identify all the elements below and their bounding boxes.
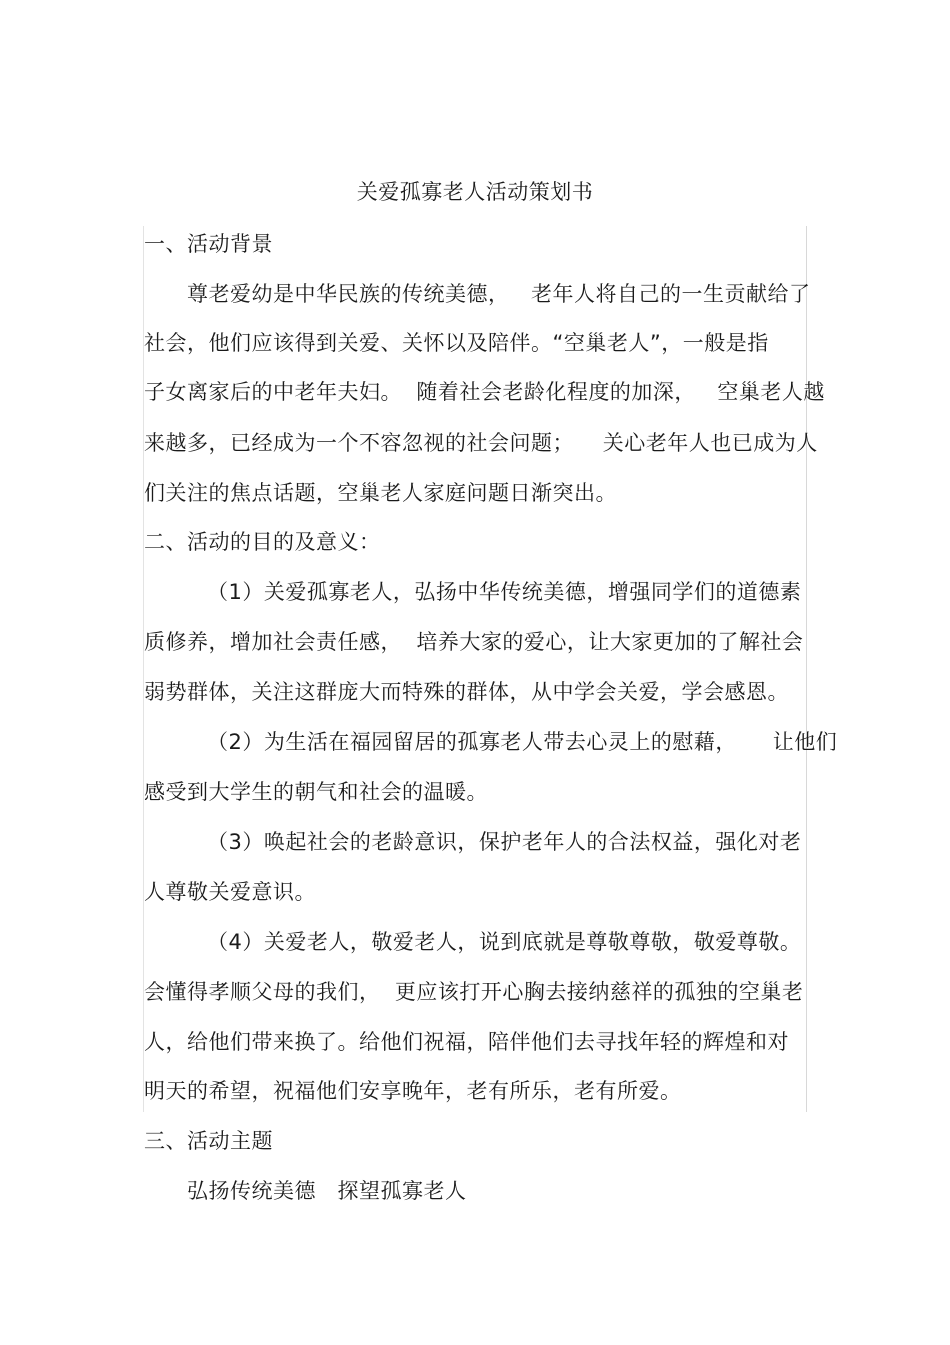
section-heading-purpose: 二、活动的目的及意义： — [144, 530, 381, 554]
paragraph-line: 明天的希望，祝福他们安享晚年，老有所乐，老有所爱。 — [144, 1079, 682, 1103]
right-margin-rule — [806, 226, 807, 1112]
theme-line: 弘扬传统美德 探望孤寡老人 — [187, 1179, 467, 1203]
section-heading-background: 一、活动背景 — [144, 232, 273, 256]
document-title: 关爱孤寡老人活动策划书 — [356, 180, 594, 204]
paragraph-line: 人尊敬关爱意识。 — [144, 880, 316, 904]
paragraph-line: 社会，他们应该得到关爱、关怀以及陪伴。“空巢老人”，一般是指 — [144, 331, 769, 355]
paragraph-line: 质修养，增加社会责任感， 培养大家的爱心，让大家更加的了解社会 — [144, 630, 804, 654]
paragraph-line: 来越多，已经成为一个不容忽视的社会问题； 关心老年人也已成为人 — [144, 431, 818, 455]
paragraph-line: （1）关爱孤寡老人，弘扬中华传统美德，增强同学们的道德素 — [207, 580, 802, 604]
section-heading-theme: 三、活动主题 — [144, 1129, 273, 1153]
paragraph-line: （2）为生活在福园留居的孤寡老人带去心灵上的慰藉， 让他们 — [207, 730, 838, 754]
paragraph-line: 会懂得孝顺父母的我们， 更应该打开心胸去接纳慈祥的孤独的空巢老 — [144, 980, 804, 1004]
paragraph-line: 弱势群体，关注这群庞大而特殊的群体，从中学会关爱，学会感恩。 — [144, 680, 789, 704]
paragraph-line: （3）唤起社会的老龄意识，保护老年人的合法权益，强化对老 — [207, 830, 802, 854]
paragraph-line: （4）关爱老人，敬爱老人，说到底就是尊敬尊敬，敬爱尊敬。 — [207, 930, 802, 954]
paragraph-line: 子女离家后的中老年夫妇。 随着社会老龄化程度的加深， 空巢老人越 — [144, 380, 825, 404]
paragraph-line: 人，给他们带来换了。给他们祝福，陪伴他们去寻找年轻的辉煌和对 — [144, 1030, 789, 1054]
paragraph-line: 感受到大学生的朝气和社会的温暖。 — [144, 780, 488, 804]
paragraph-line: 们关注的焦点话题，空巢老人家庭问题日渐突出。 — [144, 481, 617, 505]
paragraph-line: 尊老爱幼是中华民族的传统美德， 老年人将自己的一生贡献给了 — [187, 282, 811, 306]
